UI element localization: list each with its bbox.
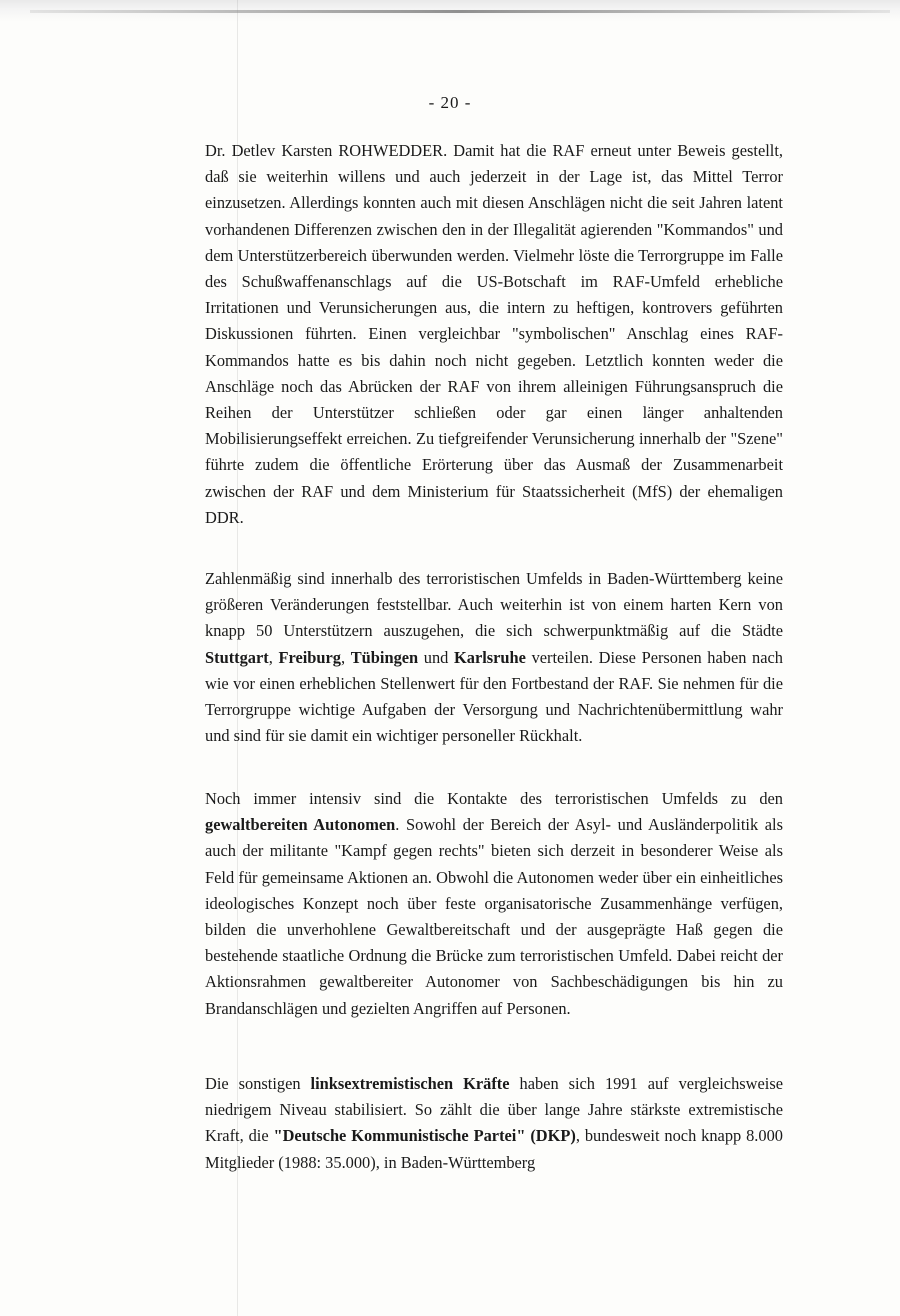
paragraph-text xyxy=(205,138,783,531)
scan-artifact-line xyxy=(30,10,890,13)
paragraph-text xyxy=(205,786,783,1022)
paragraph-text xyxy=(205,566,783,749)
bold-term: Stuttgart xyxy=(205,647,269,667)
paragraph-autonomous-contacts xyxy=(205,786,783,1022)
text-run: Die sonstigen xyxy=(205,1074,311,1093)
page-number: - 20 - xyxy=(428,93,472,112)
paragraph-raf-attacks xyxy=(205,138,783,531)
bold-term: Tübingen xyxy=(350,647,419,667)
bold-term: "Deutsche Kommunistische Partei" (DKP) xyxy=(273,1126,576,1146)
text-run: , xyxy=(268,647,279,667)
bold-term: Karlsruhe xyxy=(454,647,526,667)
text-run: und xyxy=(418,647,454,667)
text-run: Noch immer intensiv sind die Kontakte des terroristischen Umfelds zu den xyxy=(205,789,783,808)
text-run: , xyxy=(341,647,351,667)
text-run: haben sich 1991 auf vergleichsweise niedrigem Niveau stabilisiert. So zählt die über lange Jahre stärkste extremistische Kraft, die xyxy=(205,1074,783,1146)
bold-term: Freiburg xyxy=(278,647,341,667)
text-run: Dr. Detlev Karsten ROHWEDDER. Damit hat die RAF erneut unter Beweis gestellt, daß sie weiterhin willens und auch jederzeit in der Lage ist, das Mittel Terror einzusetzen. Allerdings konnten auch mit diesen Anschlägen nicht die seit Jahren latent vorhandenen Differenzen zwischen den in der Illegalität agierenden "Kommandos" und dem Unterstützerbereich überwunden werden. Vielmehr löste die Terrorgruppe im Falle des Schußwaffenanschlags auf die US-Botschaft im RAF-Umfeld erhebliche Irritationen und Verunsicherungen aus, die intern zu heftigen, kontrovers geführten Diskussionen führten. Einen vergleichbar "symbolischen" Anschlag eines RAF-Kommandos hatte es bis dahin noch nicht gegeben. Letztlich konnten weder die Anschläge noch das Abrücken der RAF von ihrem alleinigen Führungsanspruch die Reihen der Unterstützer schließen oder gar einen länger anhaltenden Mobilisierungseffekt erreichen. Zu tiefgreifender Verunsicherung innerhalb der "Szene" führte zudem die öffentliche Erörterung über das Ausmaß der Zusammenarbeit zwischen der RAF und dem Ministerium für Staatssicherheit (MfS) der ehemaligen DDR. xyxy=(205,141,783,527)
bold-term: gewaltbereiten Autonomen xyxy=(205,815,396,835)
paragraph-supporters-count xyxy=(205,566,783,749)
text-run: verteilen. Diese Personen haben nach wie vor einen erheblichen Stellenwert für den Fortbestand der RAF. Sie nehmen für die Terrorgruppe wichtige Aufgaben der Versorgung und Nachrichtenübermittlung wahr und sind für sie damit ein wichtiger personeller Rückhalt. xyxy=(205,647,783,746)
text-run: Zahlenmäßig sind innerhalb des terroristischen Umfelds in Baden-Württemberg keine größeren Veränderungen feststellbar. Auch weiterhin ist von einem harten Kern von knapp 50 Unterstützern auszugehen, die sich schwerpunktmäßig auf die Städte xyxy=(205,569,783,641)
paragraph-text xyxy=(205,1071,783,1176)
text-run: . Sowohl der Bereich der Asyl- und Ausländerpolitik als auch der militante "Kampf gegen rechts" bieten sich derzeit in besonderer Weise als Feld für gemeinsame Aktionen an. Obwohl die Autonomen weder über ein einheitliches ideologisches Konzept noch über feste organisatorische Zusammenhänge verfügen, bilden die unverhohlene Gewaltbereitschaft und der ausgeprägte Haß gegen die bestehende staatliche Ordnung die Brücke zum terroristischen Umfeld. Dabei reicht der Aktionsrahmen gewaltbereiter Autonomer von Sachbeschädigungen bis hin zu Brandanschlägen und gezielten Angriffen auf Personen. xyxy=(205,815,783,1018)
paragraph-left-extremists xyxy=(205,1071,783,1176)
bold-term: linksextremistischen Kräfte xyxy=(310,1074,510,1093)
text-run: , bundesweit noch knapp 8.000 Mitglieder (1988: 35.000), in Baden-Württemberg xyxy=(205,1126,783,1172)
